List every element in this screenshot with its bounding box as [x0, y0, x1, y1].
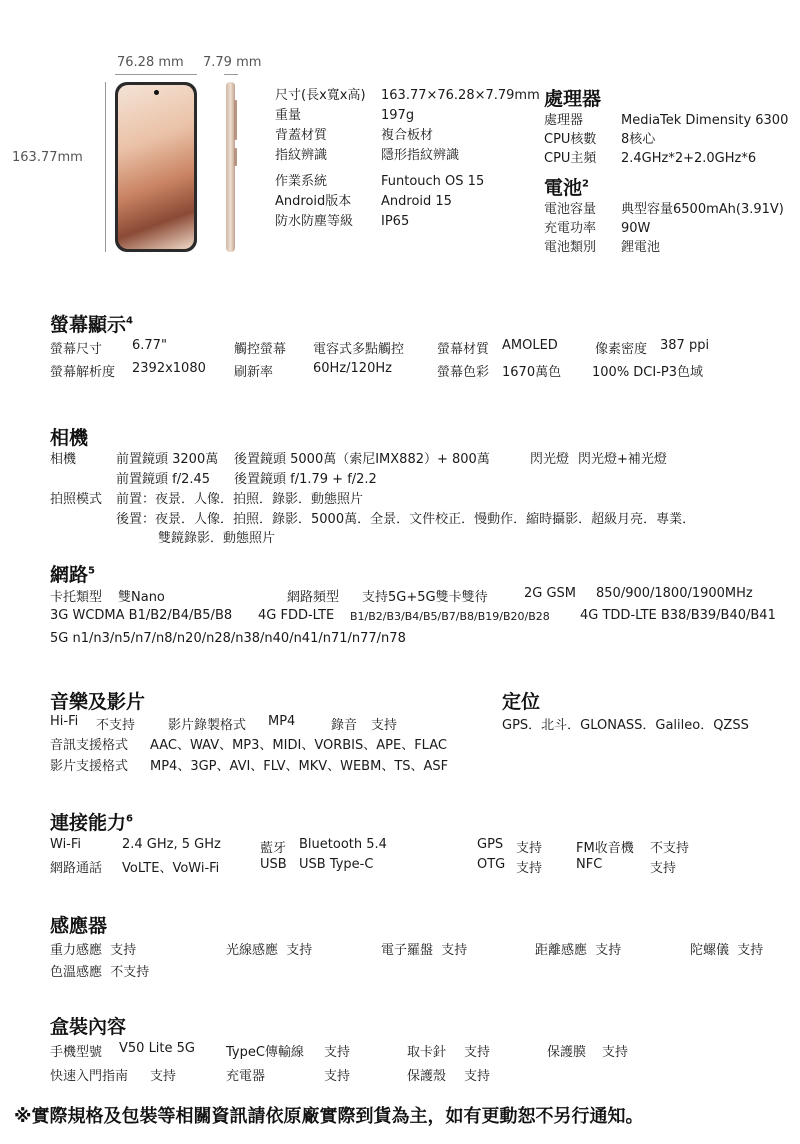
- display-touch-label: 觸控螢幕: [234, 342, 287, 357]
- connect-wifi-label: Wi-Fi: [50, 837, 82, 852]
- media-rec-label: 影片錄製格式: [168, 718, 247, 733]
- connect-usb-label: USB: [260, 857, 287, 872]
- spec-row: 電池類別 鋰電池: [544, 240, 661, 255]
- media-rec: MP4: [268, 714, 296, 729]
- height-dim-line: [105, 82, 106, 252]
- box-charger-label: 充電器: [226, 1069, 266, 1084]
- display-res-label: 螢幕解析度: [50, 365, 116, 380]
- network-wcdma: 3G WCDMA B1/B2/B4/B5/B8: [50, 608, 233, 623]
- spec-row: 重量 197g: [275, 108, 415, 123]
- display-res: 2392x1080: [132, 361, 206, 376]
- display-size-label: 螢幕尺寸: [50, 342, 103, 357]
- box-case: 支持: [464, 1069, 491, 1084]
- spec-row: 指紋辨識 隱形指紋辨識: [275, 148, 460, 163]
- spec-row: 處理器 MediaTek Dimensity 6300: [544, 113, 789, 128]
- front-camera-dot: [154, 90, 159, 95]
- camera-front-res: 前置鏡頭 3200萬: [116, 452, 219, 467]
- location-title: 定位: [502, 691, 541, 713]
- camera-rear-res: 後置鏡頭 5000萬（索尼IMX882）+ 800萬: [234, 452, 490, 467]
- display-material-label: 螢幕材質: [437, 342, 490, 357]
- depth-dim-label: 7.79 mm: [203, 55, 262, 70]
- processor-title: 處理器: [544, 88, 602, 110]
- box-film: 支持: [602, 1045, 629, 1060]
- connect-nfc-label: NFC: [576, 857, 603, 872]
- spec-row: 背蓋材質 複合板材: [275, 128, 434, 143]
- processor-specs: [544, 111, 788, 168]
- spec-row: 電池容量 典型容量6500mAh(3.91V): [544, 202, 784, 217]
- display-touch: 電容式多點觸控: [313, 342, 405, 357]
- volume-button-graphic: [234, 100, 237, 140]
- spec-row: CPU核數 8核心: [544, 132, 656, 147]
- box-film-label: 保護膜: [547, 1045, 587, 1060]
- connect-gps-label: GPS: [477, 837, 504, 852]
- connect-usb: USB Type-C: [299, 857, 374, 872]
- box-case-label: 保護殼: [407, 1069, 447, 1084]
- location-value: GPS．北斗．GLONASS．Galileo．QZSS: [502, 718, 749, 733]
- height-dim-label: 163.77mm: [12, 150, 83, 165]
- media-audio-rec-label: 錄音: [331, 718, 358, 733]
- media-audio-label: 音訊支援格式: [50, 738, 129, 753]
- network-gsm-label: 2G GSM: [524, 586, 577, 601]
- width-dim-label: 76.28 mm: [117, 55, 184, 70]
- network-band-label: 網路頻型: [287, 590, 340, 605]
- camera-front-modes: 前置：夜景．人像．拍照．錄影．動態照片: [116, 492, 364, 507]
- depth-dim-line: [224, 74, 238, 75]
- box-model: V50 Lite 5G: [119, 1041, 195, 1056]
- camera-flash-label: 閃光燈: [530, 452, 570, 467]
- connect-otg: 支持: [516, 861, 543, 876]
- media-hifi-label: Hi-Fi: [50, 714, 79, 729]
- sensor-item: 電子羅盤 支持: [381, 943, 468, 958]
- camera-rear-modes: 後置：夜景．人像．拍照．錄影．5000萬．全景．文件校正．慢動作．縮時攝影．超級月亮．專業．: [116, 512, 696, 527]
- camera-rear-aperture: 後置鏡頭 f/1.79 + f/2.2: [234, 472, 377, 487]
- connect-call-label: 網路通話: [50, 861, 103, 876]
- spec-row: 充電功率 90W: [544, 221, 651, 236]
- spec-row: Android版本 Android 15: [275, 194, 452, 209]
- display-ppi-label: 像素密度: [595, 342, 648, 357]
- media-hifi: 不支持: [96, 718, 136, 733]
- connect-bt-label: 藍牙: [260, 841, 287, 856]
- display-title: 螢幕顯示$^4$: [50, 314, 133, 336]
- sensor-item: 重力感應 支持: [50, 943, 137, 958]
- network-5g: 5G n1/n3/n5/n7/n8/n20/n28/n38/n40/n41/n71/n77/n78: [50, 631, 406, 646]
- network-sim: 雙Nano: [118, 590, 165, 605]
- display-material: AMOLED: [502, 338, 558, 353]
- box-charger: 支持: [324, 1069, 351, 1084]
- display-color-label: 螢幕色彩: [437, 365, 490, 380]
- media-audio-rec: 支持: [371, 718, 398, 733]
- connect-wifi: 2.4 GHz, 5 GHz: [122, 837, 221, 852]
- network-fdd: B1/B2/B3/B4/B5/B7/B8/B19/B20/B28: [350, 610, 550, 623]
- basic-specs: [275, 86, 540, 232]
- box-guide: 支持: [150, 1069, 177, 1084]
- media-title: 音樂及影片: [50, 691, 146, 713]
- network-sim-label: 卡托類型: [50, 590, 103, 605]
- width-dim-line: [115, 74, 197, 75]
- display-ppi: 387 ppi: [660, 338, 710, 353]
- camera-mode-label: 拍照模式: [50, 492, 103, 507]
- connect-title: 連接能力$^6$: [50, 812, 133, 834]
- sensor-item: 光線感應 支持: [226, 943, 313, 958]
- camera-flash: 閃光燈+補光燈: [578, 452, 667, 467]
- network-title: 網路$^5$: [50, 564, 95, 586]
- connect-nfc: 支持: [650, 861, 677, 876]
- camera-rear-modes-cont: 雙鏡錄影．動態照片: [158, 531, 276, 546]
- media-video-label: 影片支援格式: [50, 759, 129, 774]
- box-pin: 支持: [464, 1045, 491, 1060]
- power-button-graphic: [234, 148, 237, 166]
- network-gsm: 850/900/1800/1900MHz: [596, 586, 753, 601]
- box-model-label: 手機型號: [50, 1045, 103, 1060]
- display-color: 1670萬色: [502, 365, 562, 380]
- phone-front-image: [115, 82, 197, 252]
- media-audio: AAC、WAV、MP3、MIDI、VORBIS、APE、FLAC: [150, 738, 447, 753]
- display-gamut: 100% DCI-P3色域: [592, 365, 704, 380]
- display-refresh: 60Hz/120Hz: [313, 361, 392, 376]
- camera-label: 相機: [50, 452, 77, 467]
- box-cable: 支持: [324, 1045, 351, 1060]
- network-tdd: 4G TDD-LTE B38/B39/B40/B41: [580, 608, 776, 623]
- connect-bt: Bluetooth 5.4: [299, 837, 387, 852]
- spec-row: 防水防塵等級 IP65: [275, 214, 410, 229]
- network-fdd-label: 4G FDD-LTE: [258, 608, 335, 623]
- battery-specs: [544, 200, 784, 257]
- connect-gps: 支持: [516, 841, 543, 856]
- sensor-item: 色溫感應 不支持: [50, 965, 150, 980]
- spec-row: 尺寸(長x寬x高) 163.77×76.28×7.79mm: [275, 88, 540, 103]
- display-refresh-label: 刷新率: [234, 365, 274, 380]
- connect-fm-label: FM收音機: [576, 841, 634, 856]
- box-guide-label: 快速入門指南: [50, 1069, 129, 1084]
- connect-otg-label: OTG: [477, 857, 506, 872]
- battery-title: 電池$^2$: [544, 177, 589, 199]
- media-video: MP4、3GP、AVI、FLV、MKV、WEBM、TS、ASF: [150, 759, 449, 774]
- display-size: 6.77": [132, 338, 167, 353]
- camera-front-aperture: 前置鏡頭 f/2.45: [116, 472, 211, 487]
- box-title: 盒裝內容: [50, 1016, 127, 1038]
- connect-fm: 不支持: [650, 841, 690, 856]
- spec-row: CPU主頻 2.4GHz*2+2.0GHz*6: [544, 151, 757, 166]
- box-cable-label: TypeC傳輸線: [226, 1045, 304, 1060]
- footer-notice: ※實際規格及包裝等相關資訊請依原廠實際到貨為主，如有更動恕不另行通知。: [14, 1106, 644, 1127]
- box-pin-label: 取卡針: [407, 1045, 447, 1060]
- sensors-title: 感應器: [50, 915, 108, 937]
- connect-call: VoLTE、VoWi-Fi: [122, 861, 220, 876]
- camera-title: 相機: [50, 427, 89, 449]
- spec-row: 作業系統 Funtouch OS 15: [275, 174, 485, 189]
- sensor-item: 陀螺儀 支持: [690, 943, 764, 958]
- network-band: 支持5G+5G雙卡雙待: [362, 590, 488, 605]
- sensor-item: 距離感應 支持: [535, 943, 622, 958]
